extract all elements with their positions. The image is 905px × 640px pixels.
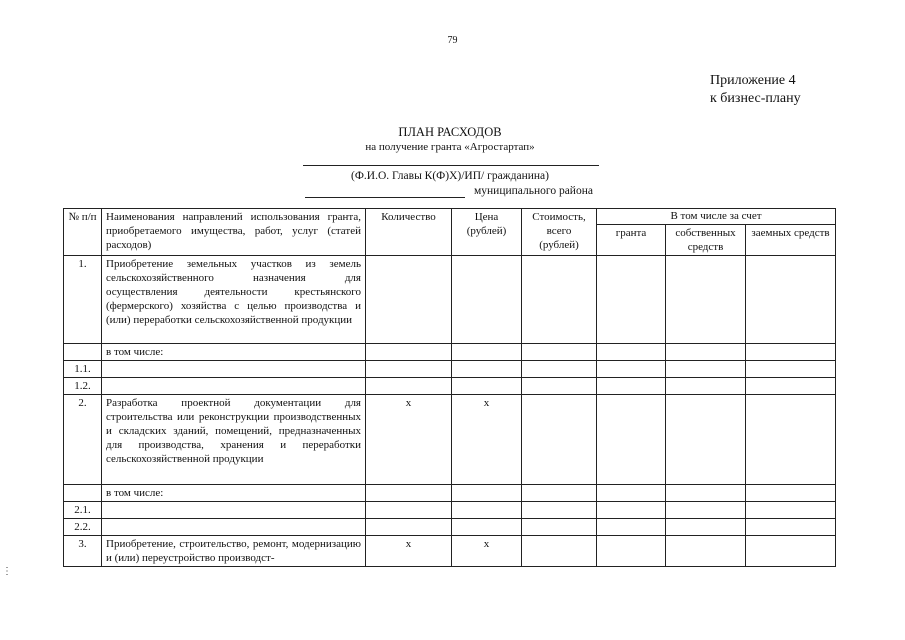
row-borrowed	[746, 519, 836, 536]
header-grant: гранта	[597, 225, 666, 256]
row-name: Приобретение, строительство, ремонт, модернизацию и (или) переустройство производст-	[102, 536, 366, 567]
row-grant	[597, 536, 666, 567]
row-num: 1.1.	[64, 361, 102, 378]
header-name: Наименования направлений использования гранта, приобретаемого имущества, работ, услуг (статей расходов)	[102, 209, 366, 256]
row-quantity	[366, 485, 452, 502]
header-num: № п/п	[64, 209, 102, 256]
row-name	[102, 519, 366, 536]
row-borrowed	[746, 485, 836, 502]
municipality-caption: муниципального района	[474, 185, 593, 197]
table-row	[64, 395, 836, 485]
row-own	[666, 256, 746, 344]
row-num: 2.1.	[64, 502, 102, 519]
row-price	[452, 378, 522, 395]
row-cost	[522, 378, 597, 395]
table-row	[64, 502, 836, 519]
row-quantity	[366, 344, 452, 361]
row-cost	[522, 344, 597, 361]
row-quantity	[366, 256, 452, 344]
row-grant	[597, 378, 666, 395]
header-price: Цена (рублей)	[452, 209, 522, 256]
row-borrowed	[746, 361, 836, 378]
row-grant	[597, 344, 666, 361]
header-cost: Стоимость, всего (рублей)	[522, 209, 597, 256]
row-name: Приобретение земельных участков из земель сельскохозяйственного назначения для осуществления деятельности крестьянского (фермерского) хозяйства с целью производства и (или) переработки сельскохозяйственной продукции	[102, 256, 366, 344]
row-cost	[522, 256, 597, 344]
row-own	[666, 502, 746, 519]
row-quantity	[366, 361, 452, 378]
row-grant	[597, 256, 666, 344]
row-quantity	[366, 378, 452, 395]
page-number: 79	[447, 35, 458, 46]
table-row	[64, 344, 836, 361]
document-title	[250, 125, 650, 155]
row-cost	[522, 502, 597, 519]
row-num: 1.	[64, 256, 102, 344]
table-row	[64, 519, 836, 536]
row-grant	[597, 485, 666, 502]
row-num	[64, 485, 102, 502]
row-borrowed	[746, 344, 836, 361]
row-name	[102, 502, 366, 519]
row-price	[452, 502, 522, 519]
fio-underline	[303, 165, 599, 166]
row-grant	[597, 361, 666, 378]
row-borrowed	[746, 256, 836, 344]
title-main: ПЛАН РАСХОДОВ	[398, 125, 502, 139]
municipality-underline	[305, 197, 465, 198]
table-row	[64, 256, 836, 344]
row-cost	[522, 519, 597, 536]
margin-mark: ⋮	[2, 566, 12, 577]
row-own	[666, 344, 746, 361]
row-own	[666, 378, 746, 395]
row-price	[452, 485, 522, 502]
header-own: собственных средств	[666, 225, 746, 256]
header-borrowed: заемных средств	[746, 225, 836, 256]
table-row	[64, 378, 836, 395]
row-cost	[522, 485, 597, 502]
row-price: х	[452, 536, 522, 567]
row-borrowed	[746, 395, 836, 485]
row-cost	[522, 361, 597, 378]
row-own	[666, 485, 746, 502]
expense-plan-table	[63, 208, 836, 567]
row-cost	[522, 536, 597, 567]
row-own	[666, 395, 746, 485]
appendix-label	[710, 72, 801, 108]
row-borrowed	[746, 502, 836, 519]
title-sub: на получение гранта «Агростартап»	[365, 141, 535, 153]
appendix-line-1: Приложение 4	[710, 73, 796, 88]
row-num: 2.2.	[64, 519, 102, 536]
row-num: 2.	[64, 395, 102, 485]
row-own	[666, 519, 746, 536]
row-quantity	[366, 519, 452, 536]
row-cost	[522, 395, 597, 485]
row-num	[64, 344, 102, 361]
header-quantity: Количество	[366, 209, 452, 256]
header-including: В том числе за счет	[597, 209, 836, 225]
row-price	[452, 344, 522, 361]
fio-caption: (Ф.И.О. Главы К(Ф)Х)/ИП/ гражданина)	[351, 170, 549, 182]
row-num: 1.2.	[64, 378, 102, 395]
row-borrowed	[746, 378, 836, 395]
row-own	[666, 361, 746, 378]
row-name	[102, 378, 366, 395]
row-name: в том числе:	[102, 485, 366, 502]
header-row-1	[64, 209, 836, 225]
row-grant	[597, 395, 666, 485]
row-name: в том числе:	[102, 344, 366, 361]
row-quantity: х	[366, 395, 452, 485]
row-own	[666, 536, 746, 567]
row-grant	[597, 519, 666, 536]
row-num: 3.	[64, 536, 102, 567]
row-quantity: х	[366, 536, 452, 567]
row-borrowed	[746, 536, 836, 567]
appendix-line-2: к бизнес-плану	[710, 91, 801, 106]
table-row	[64, 536, 836, 567]
table-row	[64, 361, 836, 378]
row-name: Разработка проектной документации для строительства или реконструкции производственных и складских зданий, помещений, предназначенных для производства, хранения и переработки сельскохозяйственной продукции	[102, 395, 366, 485]
row-price	[452, 256, 522, 344]
row-grant	[597, 502, 666, 519]
row-price	[452, 361, 522, 378]
row-price	[452, 519, 522, 536]
row-name	[102, 361, 366, 378]
table-row	[64, 485, 836, 502]
row-quantity	[366, 502, 452, 519]
row-price: х	[452, 395, 522, 485]
